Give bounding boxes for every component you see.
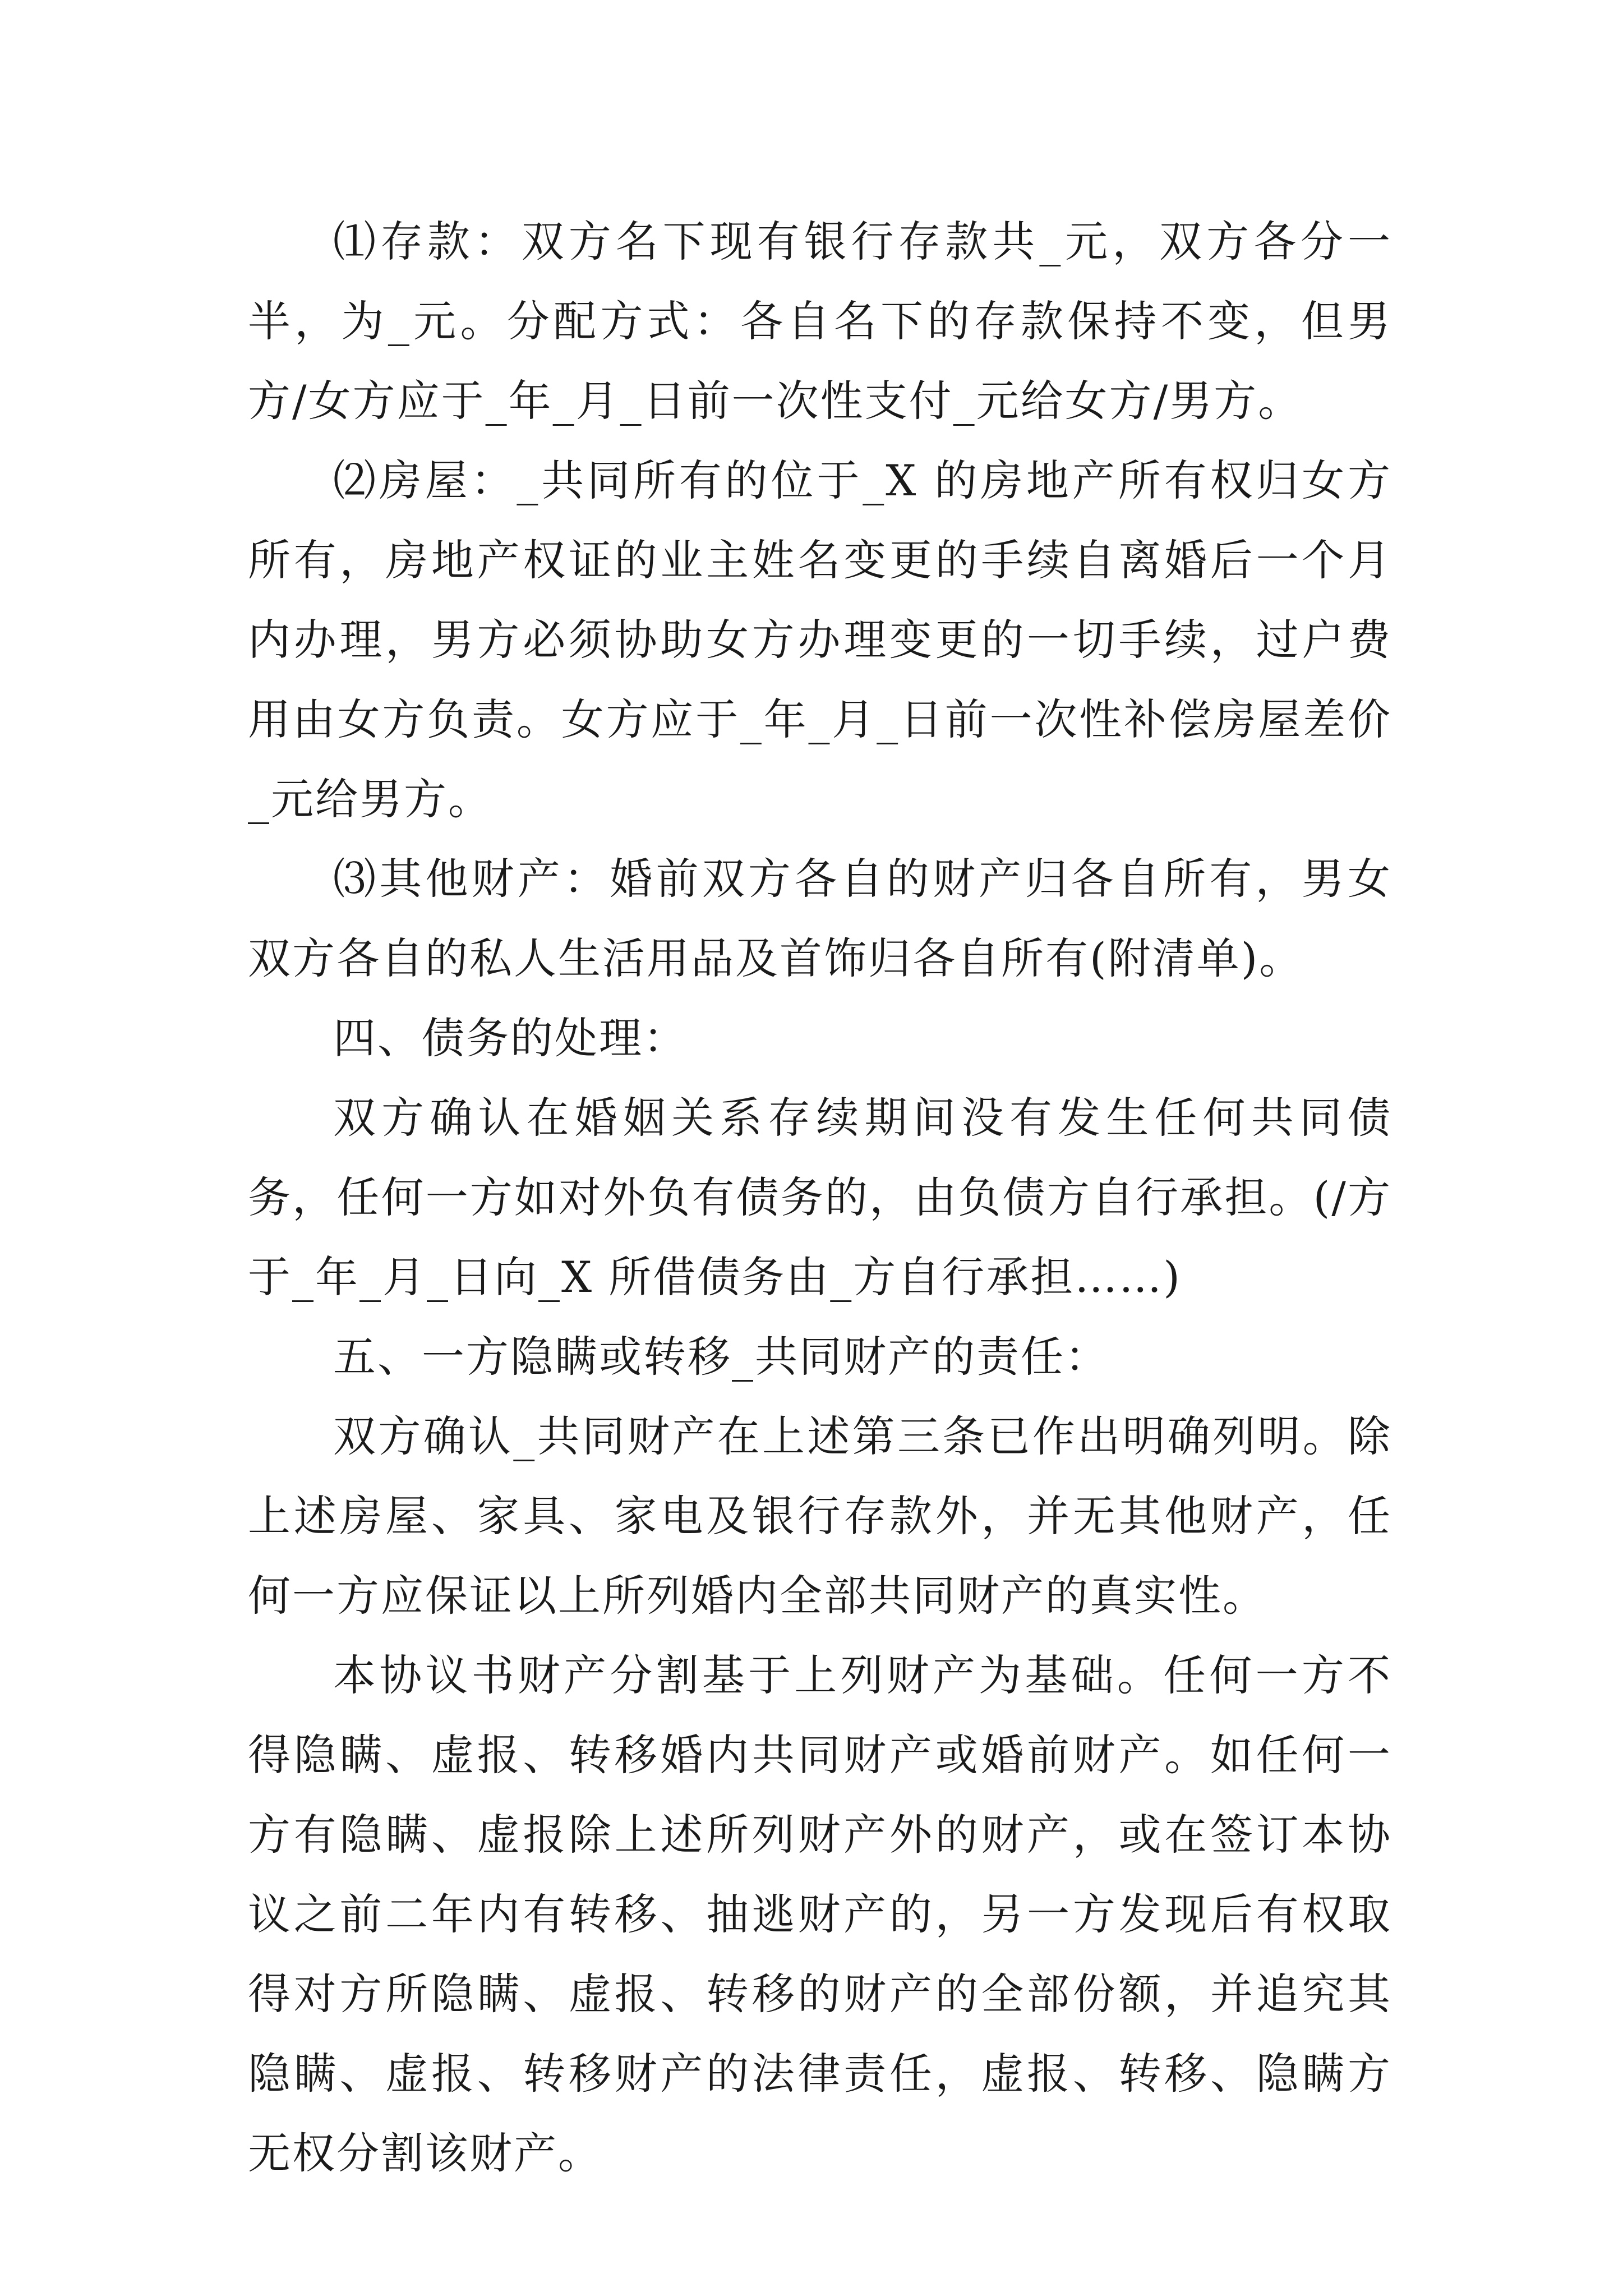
paragraph-debt: 双方确认在婚姻关系存续期间没有发生任何共同债务，任何一方如对外负有债务的，由负债方自行承担。(/方于_年_月_日向_X 所借债务由_方自行承担……): [248, 1093, 1392, 1302]
paragraph-joint-property-confirmation: 双方确认_共同财产在上述第三条已作出明确列明。除上述房屋、家具、家电及银行存款外，并无其他财产，任何一方应保证以上所列婚内全部共同财产的真实性。: [248, 1411, 1392, 1621]
paragraph-house: ⑵房屋：_共同所有的位于_X 的房地产所有权归女方所有，房地产权证的业主姓名变更的手续自离婚后一个月内办理，男方必须协助女方办理变更的一切手续，过户费用由女方负责。女方应于_年_月_日前一次性补偿房屋差价_元给男方。: [248, 455, 1392, 824]
paragraph-other-property: ⑶其他财产：婚前双方各自的财产归各自所有，男女双方各自的私人生活用品及首饰归各自所有(附清单)。: [248, 854, 1392, 983]
document-body: [248, 202, 1392, 2193]
heading-concealment-liability: 五、一方隐瞒或转移_共同财产的责任：: [333, 1332, 1109, 1382]
paragraph-deposit: ⑴存款：双方名下现有银行存款共_元，双方各分一半，为_元。分配方式：各自名下的存款保持不变，但男方/女方应于_年_月_日前一次性支付_元给女方/男方。: [248, 217, 1392, 426]
heading-debt-handling: 四、债务的处理：: [333, 1013, 688, 1063]
paragraph-property-division-basis: 本协议书财产分割基于上列财产为基础。任何一方不得隐瞒、虚报、转移婚内共同财产或婚前财产。如任何一方有隐瞒、虚报除上述所列财产外的财产，或在签订本协议之前二年内有转移、抽逃财产的，另一方发现后有权取得对方所隐瞒、虚报、转移的财产的全部份额，并追究其隐瞒、虚报、转移财产的法律责任，虚报、转移、隐瞒方无权分割该财产。: [248, 1650, 1392, 2178]
